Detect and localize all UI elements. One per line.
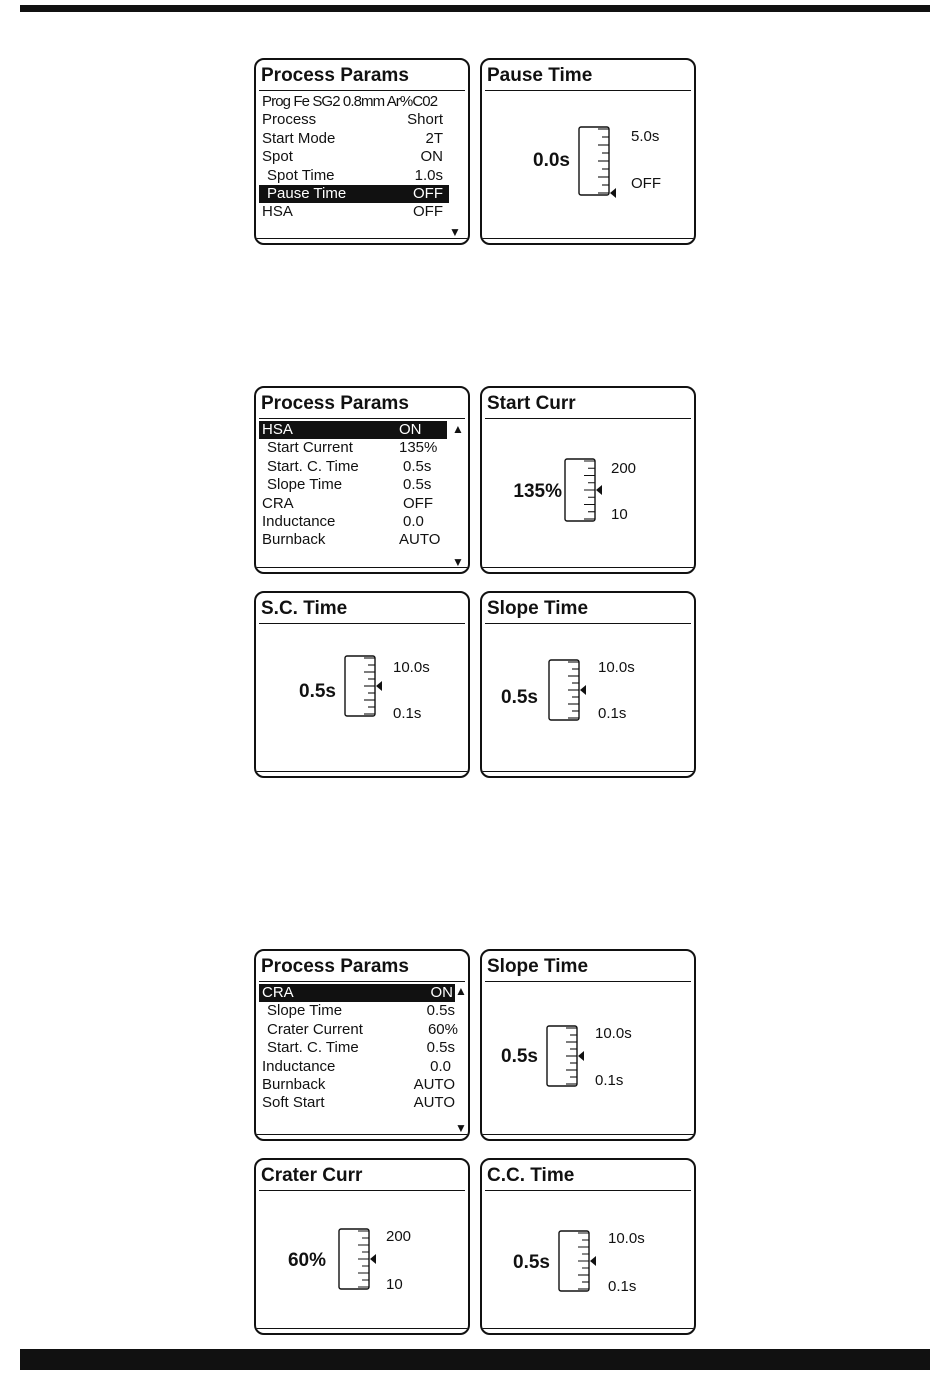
screen-title: Process Params: [259, 953, 465, 982]
list-item[interactable]: [259, 1094, 455, 1112]
value-gauge: [558, 1230, 598, 1292]
param-value: OFF: [413, 184, 443, 202]
param-value: 135%: [399, 439, 438, 457]
screen-title: S.C. Time: [259, 595, 465, 624]
param-label: HSA: [262, 421, 293, 438]
param-label: HSA: [262, 203, 293, 221]
min-value: 0.1s: [598, 705, 627, 722]
screen-title: Slope Time: [485, 953, 691, 982]
list-item[interactable]: [259, 1020, 458, 1039]
param-label: Start Current: [267, 439, 353, 457]
max-value: 5.0s: [631, 128, 660, 145]
param-label: Start Mode: [262, 129, 336, 147]
list-item[interactable]: [259, 93, 449, 111]
param-label: Crater Current: [267, 1020, 363, 1038]
min-value: OFF: [631, 175, 661, 192]
param-label: Start. C. Time: [267, 457, 359, 475]
list-item[interactable]: [259, 111, 449, 129]
min-value: 10: [611, 506, 628, 523]
param-label: Spot Time: [267, 166, 335, 184]
list-item[interactable]: [259, 167, 449, 185]
list-item-selected[interactable]: [259, 185, 449, 203]
slope-time-screen-2: [480, 949, 696, 1141]
screen-title: Pause Time: [485, 62, 691, 91]
max-value: 10.0s: [393, 659, 430, 676]
param-label: Inductance: [262, 1057, 336, 1075]
screen-title: Process Params: [259, 62, 465, 91]
param-value: Short: [407, 111, 443, 129]
min-value: 0.1s: [393, 705, 422, 722]
param-value: 0.5s: [426, 1002, 455, 1020]
frame-line: [482, 567, 694, 568]
list-item[interactable]: [259, 531, 447, 549]
list-item[interactable]: [259, 130, 449, 148]
param-value: AUTO: [399, 531, 441, 549]
screen-title: Crater Curr: [259, 1162, 465, 1191]
gauge-pointer-icon: [580, 685, 586, 695]
param-value: 0.0: [430, 1057, 451, 1075]
list-item[interactable]: [259, 513, 447, 531]
list-item[interactable]: [259, 439, 447, 457]
start-curr-screen: [480, 386, 696, 574]
frame-line: [482, 238, 694, 239]
value-gauge: [546, 1025, 586, 1087]
list-item[interactable]: [259, 1058, 455, 1076]
list-item[interactable]: [259, 1039, 455, 1057]
current-value: 0.5s: [513, 1252, 550, 1273]
max-value: 10.0s: [598, 659, 635, 676]
param-label: Burnback: [262, 531, 326, 549]
param-value: ON: [399, 421, 422, 438]
param-label: Slope Time: [267, 476, 343, 494]
screen-title: Process Params: [259, 390, 465, 419]
slope-time-screen-1: [480, 591, 696, 778]
list-item[interactable]: [259, 1076, 455, 1094]
frame-line: [256, 1328, 468, 1329]
param-label: Burnback: [262, 1075, 326, 1093]
scroll-down-icon[interactable]: ▼: [455, 1121, 467, 1135]
current-value: 135%: [513, 481, 562, 502]
list-item-selected[interactable]: [259, 421, 447, 439]
scroll-up-icon[interactable]: ▲: [452, 422, 464, 436]
current-value: 60%: [287, 1250, 326, 1271]
max-value: 10.0s: [608, 1230, 645, 1247]
gauge-pointer-icon: [578, 1051, 584, 1061]
gauge-pointer-icon: [596, 485, 602, 495]
scroll-up-icon[interactable]: ▲: [455, 984, 467, 998]
scroll-down-icon[interactable]: ▼: [449, 225, 461, 239]
value-gauge: [548, 659, 588, 721]
param-value: 0.0: [403, 512, 424, 530]
list-item-selected[interactable]: [259, 984, 455, 1002]
top-rule: [20, 5, 930, 12]
param-value: AUTO: [413, 1094, 455, 1112]
param-label: Inductance: [262, 512, 336, 530]
scroll-down-icon[interactable]: ▼: [452, 555, 464, 569]
screen-title: C.C. Time: [485, 1162, 691, 1191]
current-value: 0.0s: [533, 150, 570, 171]
frame-line: [256, 567, 468, 568]
min-value: 10: [386, 1276, 403, 1293]
frame-line: [482, 1328, 694, 1329]
min-value: 0.1s: [608, 1278, 637, 1295]
frame-line: [256, 238, 468, 239]
frame-line: [482, 771, 694, 772]
param-value: ON: [430, 984, 453, 1001]
value-gauge: [338, 1228, 378, 1290]
list-item[interactable]: [259, 476, 447, 494]
param-label: Start. C. Time: [267, 1039, 359, 1057]
cc-time-screen: [480, 1158, 696, 1335]
screen-title: Start Curr: [485, 390, 691, 419]
list-item[interactable]: [259, 458, 447, 476]
max-value: 200: [611, 460, 637, 477]
frame-line: [482, 1134, 694, 1135]
param-list: [259, 421, 447, 550]
frame-line: [256, 771, 468, 772]
value-gauge: [344, 655, 384, 717]
param-value: OFF: [403, 494, 433, 512]
param-value: 0.5s: [426, 1039, 455, 1057]
gauge-pointer-icon: [610, 188, 616, 198]
min-value: 0.1s: [595, 1072, 624, 1089]
value-gauge: [564, 458, 604, 522]
frame-line: [256, 1134, 468, 1135]
param-value: 1.0s: [414, 166, 443, 184]
list-item[interactable]: [259, 203, 449, 221]
screen-title: Slope Time: [485, 595, 691, 624]
process-params-screen-2: [254, 386, 470, 574]
gauge-pointer-icon: [590, 1256, 596, 1266]
bottom-rule: [20, 1349, 930, 1370]
param-value: 60%: [427, 1020, 458, 1038]
param-value: AUTO: [413, 1075, 455, 1093]
list-item[interactable]: [259, 1002, 455, 1020]
param-label: CRA: [262, 494, 294, 512]
param-label: Spot: [262, 148, 293, 166]
param-label: Process: [262, 111, 317, 129]
sc-time-screen: [254, 591, 470, 778]
gauge-pointer-icon: [376, 681, 382, 691]
crater-curr-screen: [254, 1158, 470, 1335]
current-value: 0.5s: [299, 681, 336, 702]
process-params-screen-3: [254, 949, 470, 1141]
list-item[interactable]: [259, 495, 447, 513]
process-params-screen-1: [254, 58, 470, 245]
param-value: 0.5s: [403, 476, 432, 494]
gauge-pointer-icon: [370, 1254, 376, 1264]
param-label: Slope Time: [267, 1002, 343, 1020]
param-label: Pause Time: [267, 184, 347, 202]
param-value: 0.5s: [403, 457, 432, 475]
param-value: OFF: [413, 203, 443, 221]
param-value: 2T: [425, 129, 443, 147]
param-label: CRA: [262, 984, 294, 1001]
param-label: Soft Start: [262, 1094, 325, 1112]
pause-time-screen: [480, 58, 696, 245]
param-label: Prog Fe SG2 0.8mm Ar%C02: [262, 93, 438, 110]
list-item[interactable]: [259, 148, 449, 166]
value-gauge: [578, 126, 618, 196]
current-value: 0.5s: [501, 687, 538, 708]
param-list: [259, 984, 458, 1113]
param-list: [259, 93, 449, 222]
max-value: 200: [386, 1228, 412, 1245]
current-value: 0.5s: [501, 1046, 538, 1067]
max-value: 10.0s: [595, 1025, 632, 1042]
param-value: ON: [420, 148, 443, 166]
